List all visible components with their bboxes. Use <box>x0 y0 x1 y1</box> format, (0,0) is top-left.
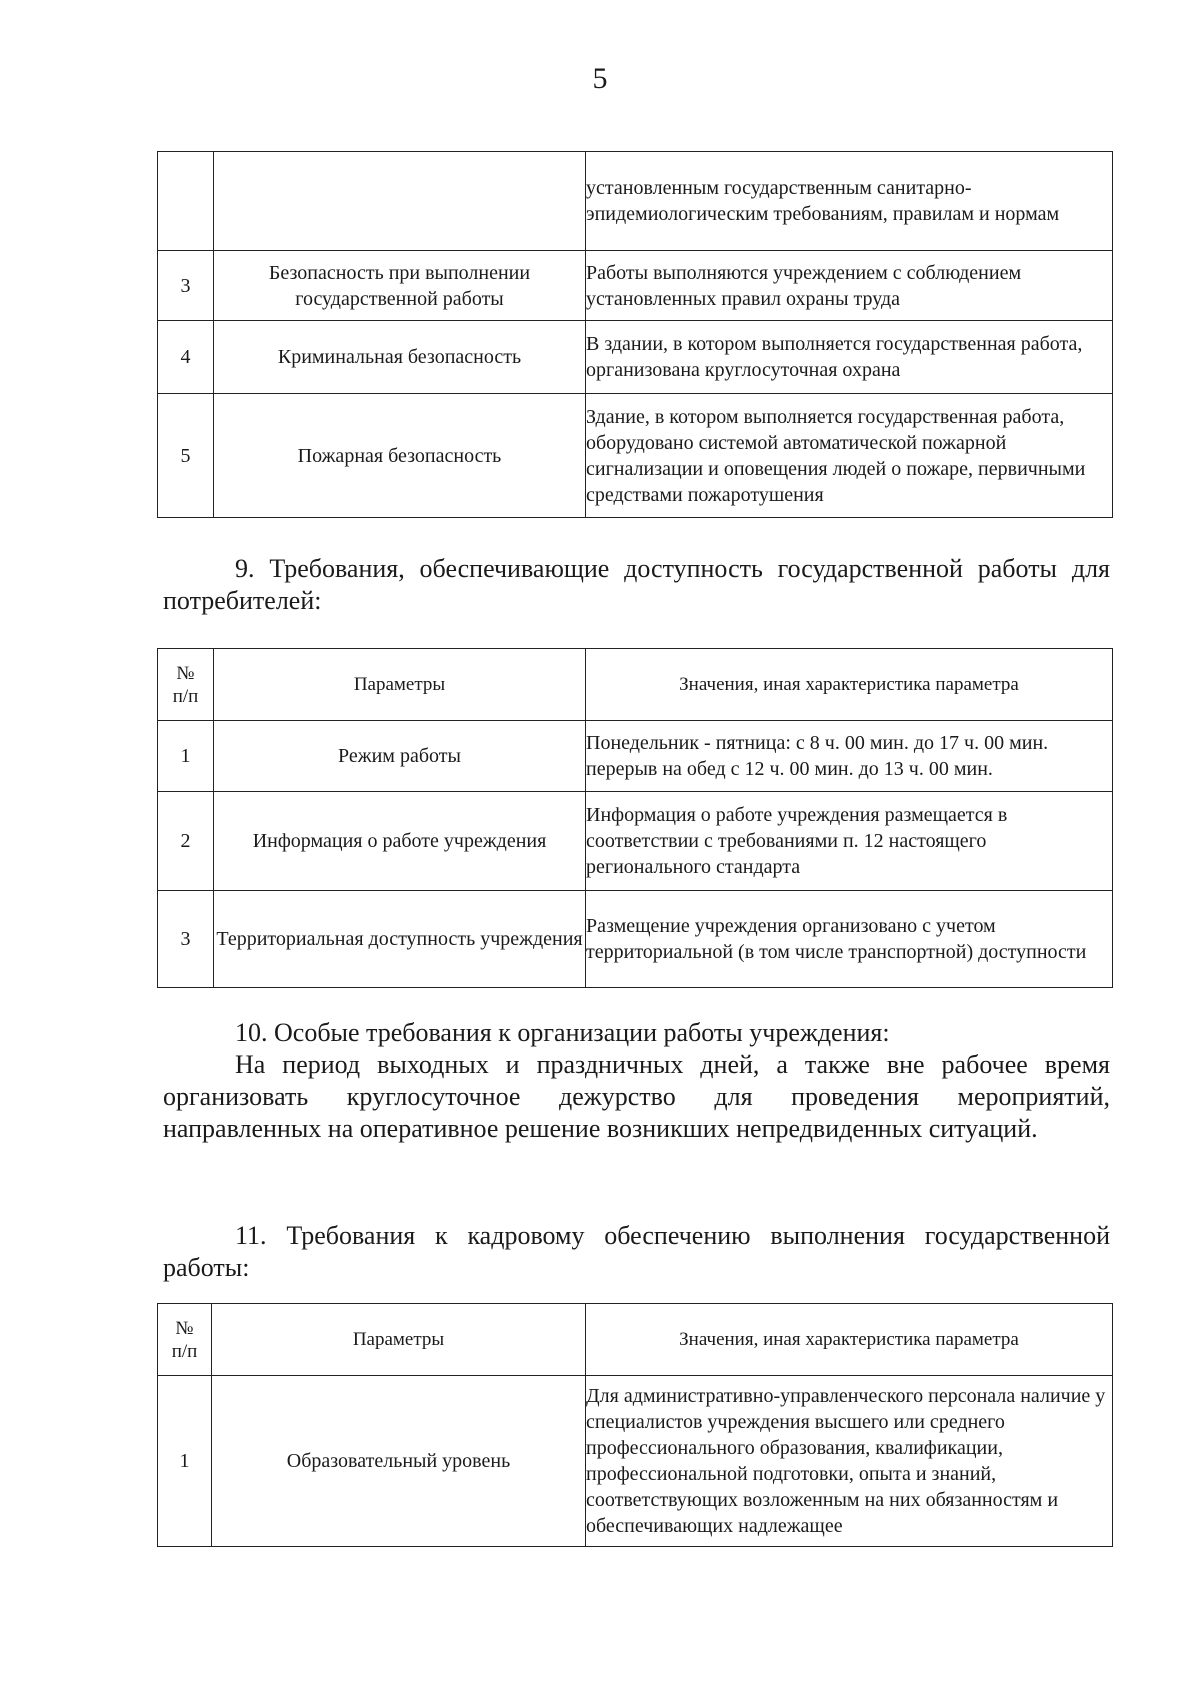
table-row <box>158 152 1113 251</box>
row-parameter: Пожарная безопасность <box>214 394 586 518</box>
row-parameter: Информация о работе учреждения <box>214 792 586 891</box>
section-9-heading-text: 9. Требования, обеспечивающие доступность государственной работы для потребителей: <box>163 554 1110 615</box>
section-10 <box>163 1017 1110 1145</box>
table-row <box>158 321 1113 394</box>
row-parameter: Территориальная доступность учреждения <box>214 891 586 988</box>
row-value: Информация о работе учреждения размещается в соответствии с требованиями п. 12 настоящего регионального стандарта <box>586 792 1113 891</box>
number-abbr: п/п <box>172 685 199 707</box>
row-value-line: перерыв на обед с 12 ч. 00 мин. до 13 ч. 00 мин. <box>586 758 993 780</box>
row-value-line: Понедельник - пятница: с 8 ч. 00 мин. до 17 ч. 00 мин. <box>586 732 1049 754</box>
column-header-parameters: Параметры <box>212 1304 586 1376</box>
page-number: 5 <box>592 62 608 95</box>
table-row <box>158 792 1113 891</box>
column-header-values: Значения, иная характеристика параметра <box>586 1304 1113 1376</box>
row-number <box>158 152 214 251</box>
row-number: 2 <box>158 792 214 891</box>
row-number: 1 <box>158 1376 212 1547</box>
row-parameter: Безопасность при выполнении государственной работы <box>214 251 586 321</box>
row-value: Здание, в котором выполняется государственная работа, оборудовано системой автоматической пожарной сигнализации и оповещения людей о пожаре, первичными средствами пожаротушения <box>586 394 1113 518</box>
table-header-row <box>158 1304 1113 1376</box>
safety-requirements-table <box>157 151 1113 518</box>
number-sign: № <box>176 662 195 684</box>
row-value <box>586 721 1113 792</box>
row-parameter: Образовательный уровень <box>212 1376 586 1547</box>
row-number: 4 <box>158 321 214 394</box>
table-row <box>158 394 1113 518</box>
row-value: Работы выполняются учреждением с соблюдением установленных правил охраны труда <box>586 251 1113 321</box>
row-parameter: Режим работы <box>214 721 586 792</box>
row-value: В здании, в котором выполняется государственная работа, организована круглосуточная охрана <box>586 321 1113 394</box>
row-parameter <box>214 152 586 251</box>
table-row <box>158 891 1113 988</box>
row-number: 1 <box>158 721 214 792</box>
row-parameter: Криминальная безопасность <box>214 321 586 394</box>
section-9-heading <box>163 553 1110 617</box>
table-row <box>158 1376 1113 1547</box>
row-value: установленным государственным санитарно-эпидемиологическим требованиям, правилам и нормам <box>586 152 1113 251</box>
column-header-number <box>158 649 214 721</box>
row-value: Размещение учреждения организовано с учетом территориальной (в том числе транспортной) доступности <box>586 891 1113 988</box>
number-sign: № <box>175 1317 194 1339</box>
table-row <box>158 251 1113 321</box>
table-header-row <box>158 649 1113 721</box>
column-header-parameters: Параметры <box>214 649 586 721</box>
row-number: 5 <box>158 394 214 518</box>
row-number: 3 <box>158 891 214 988</box>
section-11-heading <box>163 1220 1110 1284</box>
section-10-heading: 10. Особые требования к организации работы учреждения: <box>235 1018 890 1047</box>
staffing-requirements-table <box>157 1303 1113 1547</box>
row-number: 3 <box>158 251 214 321</box>
table-row <box>158 721 1113 792</box>
section-11-heading-text: 11. Требования к кадровому обеспечению выполнения государственной работы: <box>163 1221 1110 1282</box>
column-header-number <box>158 1304 212 1376</box>
accessibility-requirements-table <box>157 648 1113 988</box>
section-10-text: На период выходных и праздничных дней, а также вне рабочее время организовать круглосуточное дежурство для проведения мероприятий, направленных на оперативное решение возникших непредвиденных ситуаций. <box>163 1050 1110 1143</box>
column-header-values: Значения, иная характеристика параметра <box>586 649 1113 721</box>
row-value: Для административно-управленческого персонала наличие у специалистов учреждения высшего или среднего профессионального образования, квалификации, профессиональной подготовки, опыта и знаний, соответствующих возложенным на них обязанностям и обеспечивающих надлежащее <box>586 1376 1113 1547</box>
number-abbr: п/п <box>171 1340 198 1362</box>
